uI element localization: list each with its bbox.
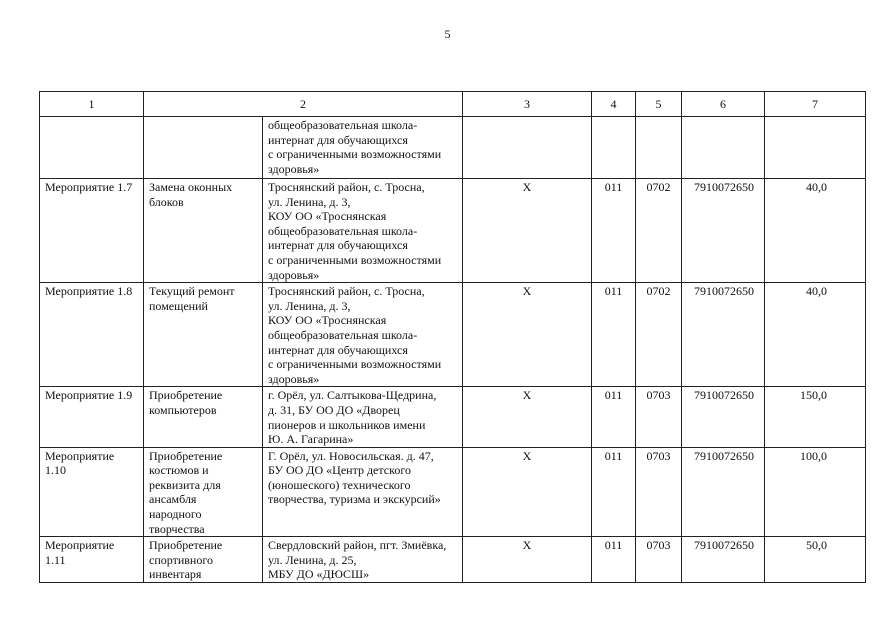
header-col-7: 7	[765, 92, 866, 117]
col3-cell	[463, 117, 592, 179]
col6-cell: 7910072650	[682, 283, 765, 387]
col3-cell: Х	[463, 387, 592, 447]
table-row	[40, 283, 866, 387]
col5-cell: 0703	[636, 537, 682, 583]
work-cell: Приобретение костюмов и реквизита для ансамбля народного творчества	[144, 447, 263, 537]
table-row	[40, 179, 866, 283]
col3-cell: Х	[463, 537, 592, 583]
budget-table	[39, 91, 866, 583]
header-col-1: 1	[40, 92, 144, 117]
table-row	[40, 117, 866, 179]
col4-cell: 011	[592, 283, 636, 387]
col7-cell: 100,0	[765, 447, 866, 537]
col3-cell: Х	[463, 179, 592, 283]
col5-cell: 0702	[636, 283, 682, 387]
table-row	[40, 447, 866, 537]
address-cell: Свердловский район, пгт. Змиёвка, ул. Ленина, д. 25, МБУ ДО «ДЮСШ»	[263, 537, 463, 583]
col5-cell: 0703	[636, 387, 682, 447]
col4-cell: 011	[592, 179, 636, 283]
address-cell: общеобразовательная школа- интернат для обучающихся с ограниченными возможностями здоровья»	[263, 117, 463, 179]
work-cell: Приобретение компьютеров	[144, 387, 263, 447]
page-number: 5	[444, 27, 451, 41]
event-cell: Мероприятие 1.9	[40, 387, 144, 447]
col5-cell	[636, 117, 682, 179]
col4-cell: 011	[592, 447, 636, 537]
col6-cell: 7910072650	[682, 179, 765, 283]
col6-cell: 7910072650	[682, 387, 765, 447]
address-cell: Троснянский район, с. Тросна, ул. Ленина, д. 3, КОУ ОО «Троснянская общеобразовательная школа- интернат для обучающихся с ограниченными возможностями здоровья»	[263, 179, 463, 283]
col7-cell: 50,0	[765, 537, 866, 583]
address-cell: Г. Орёл, ул. Новосильская. д. 47, БУ ОО ДО «Центр детского (юношеского) технического творчества, туризма и экскурсий»	[263, 447, 463, 537]
col7-cell: 40,0	[765, 179, 866, 283]
event-cell: Мероприятие 1.10	[40, 447, 144, 537]
header-col-6: 6	[682, 92, 765, 117]
event-cell: Мероприятие 1.11	[40, 537, 144, 583]
col4-cell: 011	[592, 387, 636, 447]
work-cell: Текущий ремонт помещений	[144, 283, 263, 387]
address-cell: г. Орёл, ул. Салтыкова-Щедрина, д. 31, БУ ОО ДО «Дворец пионеров и школьников имени Ю. А. Гагарина»	[263, 387, 463, 447]
event-cell: Мероприятие 1.8	[40, 283, 144, 387]
col6-cell: 7910072650	[682, 447, 765, 537]
work-cell: Приобретение спортивного инвентаря	[144, 537, 263, 583]
event-cell: Мероприятие 1.7	[40, 179, 144, 283]
col6-cell: 7910072650	[682, 537, 765, 583]
work-cell	[144, 117, 263, 179]
col4-cell: 011	[592, 537, 636, 583]
col5-cell: 0703	[636, 447, 682, 537]
header-col-3: 3	[463, 92, 592, 117]
address-cell: Троснянский район, с. Тросна, ул. Ленина, д. 3, КОУ ОО «Троснянская общеобразовательная школа- интернат для обучающихся с ограниченными возможностями здоровья»	[263, 283, 463, 387]
header-col-2: 2	[144, 92, 463, 117]
col7-cell: 40,0	[765, 283, 866, 387]
header-col-4: 4	[592, 92, 636, 117]
col7-cell	[765, 117, 866, 179]
table-row	[40, 387, 866, 447]
col7-cell: 150,0	[765, 387, 866, 447]
col5-cell: 0702	[636, 179, 682, 283]
col3-cell: Х	[463, 447, 592, 537]
col4-cell	[592, 117, 636, 179]
table-row	[40, 537, 866, 583]
header-row	[40, 92, 866, 117]
work-cell: Замена оконных блоков	[144, 179, 263, 283]
col3-cell: Х	[463, 283, 592, 387]
event-cell	[40, 117, 144, 179]
header-col-5: 5	[636, 92, 682, 117]
col6-cell	[682, 117, 765, 179]
